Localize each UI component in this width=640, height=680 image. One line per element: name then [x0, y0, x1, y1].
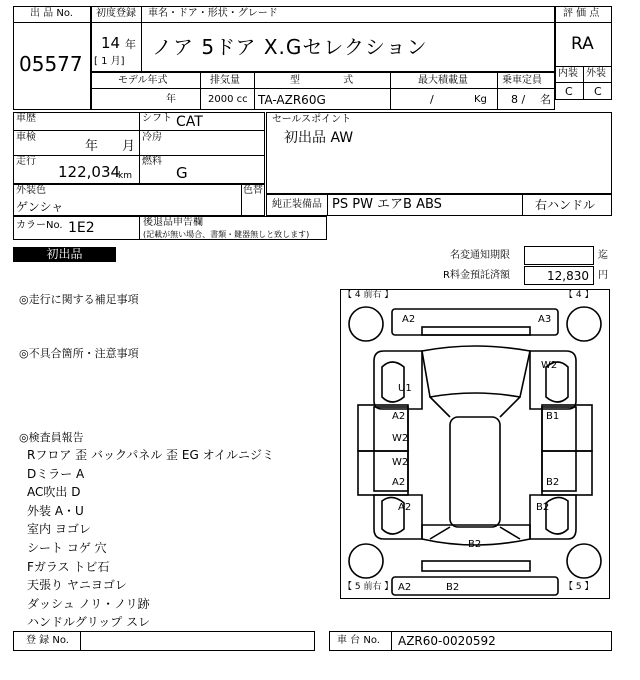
aftermarket-note: (記載が無い場合、書類・鍵器無しと致します) — [143, 230, 310, 239]
payload-label: 最大積載量 — [418, 75, 468, 86]
aftermarket-label: 後退品申告欄 — [143, 217, 203, 228]
ac-label: 冷房 — [142, 132, 162, 143]
defects-label: ◎不具合箇所・注意事項 — [19, 347, 139, 360]
damage-mark: W2 — [541, 360, 558, 371]
color-number-label: カラーNo. — [16, 220, 63, 231]
inspector-item: Fガラス トビ石 — [27, 559, 110, 574]
diagram-label-tr: 【 4 】 — [564, 290, 594, 300]
interior-label: 内装 — [558, 68, 578, 79]
shift-label: シフト — [142, 113, 172, 124]
rear-bumper — [392, 577, 558, 595]
mileage-value: 122,034 — [58, 163, 121, 181]
shift-value: CAT — [176, 114, 203, 130]
inspector-item: ハンドルグリップ スレ — [27, 615, 151, 630]
evaluation-label: 評 価 点 — [563, 8, 600, 19]
tire-front-left — [349, 307, 383, 341]
damage-mark: W2 — [392, 433, 409, 444]
evaluation-score: RA — [571, 34, 594, 54]
model-year-unit: 年 — [166, 94, 176, 105]
inspection-year-unit: 年 — [85, 139, 99, 154]
name-change-label: 名変通知期限 — [450, 250, 510, 261]
inspector-item: 室内 ヨゴレ — [27, 522, 91, 537]
chassis-number-label: 車 台 No. — [337, 635, 380, 646]
recycle-unit: 円 — [598, 270, 608, 281]
recycle-value: 12,830 — [547, 269, 589, 283]
inspector-item: シート コゲ 穴 — [27, 541, 107, 555]
mileage-label: 走行 — [16, 156, 36, 167]
color-number-value: 1E2 — [68, 220, 95, 236]
diagram-label-tl: 【 4 前右 】 — [343, 290, 394, 300]
inspector-item: Rフロア 歪 バックパネル 歪 EG オイルニジミ — [27, 448, 274, 462]
damage-mark: A2 — [402, 314, 416, 325]
tire-rear-right — [567, 544, 601, 578]
inspector-item: 外装 A・U — [27, 503, 84, 518]
first-listing-badge: 初出品 — [13, 247, 116, 262]
tire-rear-left — [349, 544, 383, 578]
displacement-label: 排気量 — [210, 75, 240, 86]
damage-mark: A2 — [398, 582, 412, 593]
inspector-item: ダッシュ ノリ・ノリ跡 — [27, 596, 150, 611]
first-reg-label: 初度登録 — [96, 8, 136, 19]
damage-mark: A2 — [392, 411, 406, 422]
lot-number: 05577 — [19, 52, 83, 76]
name-change-field — [524, 246, 594, 265]
damage-mark: A3 — [538, 314, 552, 325]
inspector-item: Dミラー A — [27, 466, 85, 481]
model-year-label: モデル年式 — [118, 75, 168, 86]
capacity-label: 乗車定員 — [502, 75, 542, 86]
driving-notes-label: ◎走行に関する補足事項 — [19, 293, 139, 306]
history-label: 車歴 — [16, 113, 36, 124]
first-reg-month: [ 1 月] — [94, 56, 125, 67]
damage-mark: B1 — [546, 411, 560, 422]
inspector-item: AC吹出 D — [27, 485, 81, 500]
inspection-label: 車検 — [16, 132, 36, 143]
car-name: ノア 5ドア X.Gセレクション — [152, 35, 428, 59]
steering-value: 右ハンドル — [535, 198, 596, 212]
damage-mark: B2 — [446, 582, 460, 593]
color-change-label: 色替 — [243, 185, 263, 196]
front-bumper — [392, 309, 558, 335]
damage-mark: B2 — [468, 539, 482, 550]
cabin — [450, 417, 500, 527]
interior-grade: C — [565, 85, 573, 98]
exterior-label: 外装 — [586, 68, 606, 79]
oem-equipment-label: 純正装備品 — [272, 199, 322, 210]
payload-slash: / — [430, 93, 434, 106]
inspector-label: ◎検査員報告 — [19, 431, 84, 444]
chassis-number-value: AZR60-0020592 — [398, 634, 496, 648]
tire-front-right — [567, 307, 601, 341]
name-change-unit: 迄 — [598, 250, 608, 261]
model-value: TA-AZR60G — [258, 93, 326, 107]
car-diagram — [340, 289, 610, 599]
oem-equipment-value: PS PW エアB ABS — [332, 197, 442, 212]
exterior-color-label: 外装色 — [16, 185, 46, 196]
exterior-grade: C — [594, 85, 602, 98]
damage-mark: B2 — [536, 502, 550, 513]
right-rear-door — [542, 451, 592, 495]
damage-mark: W2 — [392, 457, 409, 468]
recycle-label: R料金預託済額 — [443, 270, 510, 281]
model-label: 型 式 — [290, 75, 354, 86]
capacity-value: 8 / — [511, 93, 526, 106]
damage-mark: U1 — [398, 383, 412, 394]
fuel-value: G — [176, 164, 188, 182]
displacement-value: 2000 cc — [208, 94, 248, 105]
capacity-unit: 名 — [540, 93, 551, 106]
damage-mark: A2 — [392, 477, 406, 488]
hood — [422, 346, 530, 397]
fuel-label: 燃料 — [142, 156, 162, 167]
inspector-item: 天張り ヤニヨゴレ — [27, 578, 127, 593]
inspection-month-unit: 月 — [122, 139, 136, 154]
first-reg-year-unit: 年 — [125, 38, 136, 51]
exterior-color-value: ゲンシャ — [16, 200, 64, 214]
diagram-label-br: 【 5 】 — [564, 582, 594, 592]
payload-unit: Kg — [474, 94, 487, 105]
diagram-label-bl: 【 5 前右 】 — [343, 582, 394, 592]
mileage-unit: km — [118, 171, 132, 181]
damage-mark: B2 — [546, 477, 560, 488]
registration-number-label: 登 録 No. — [26, 635, 69, 646]
sales-point-value: 初出品 AW — [284, 130, 354, 146]
damage-mark: A2 — [398, 502, 412, 513]
sales-point-label: セールスポイント — [272, 114, 352, 125]
name-label: 車名・ドア・形状・グレード — [148, 8, 278, 19]
first-reg-year: 14 — [101, 34, 121, 52]
lot-label: 出 品 No. — [30, 8, 73, 19]
